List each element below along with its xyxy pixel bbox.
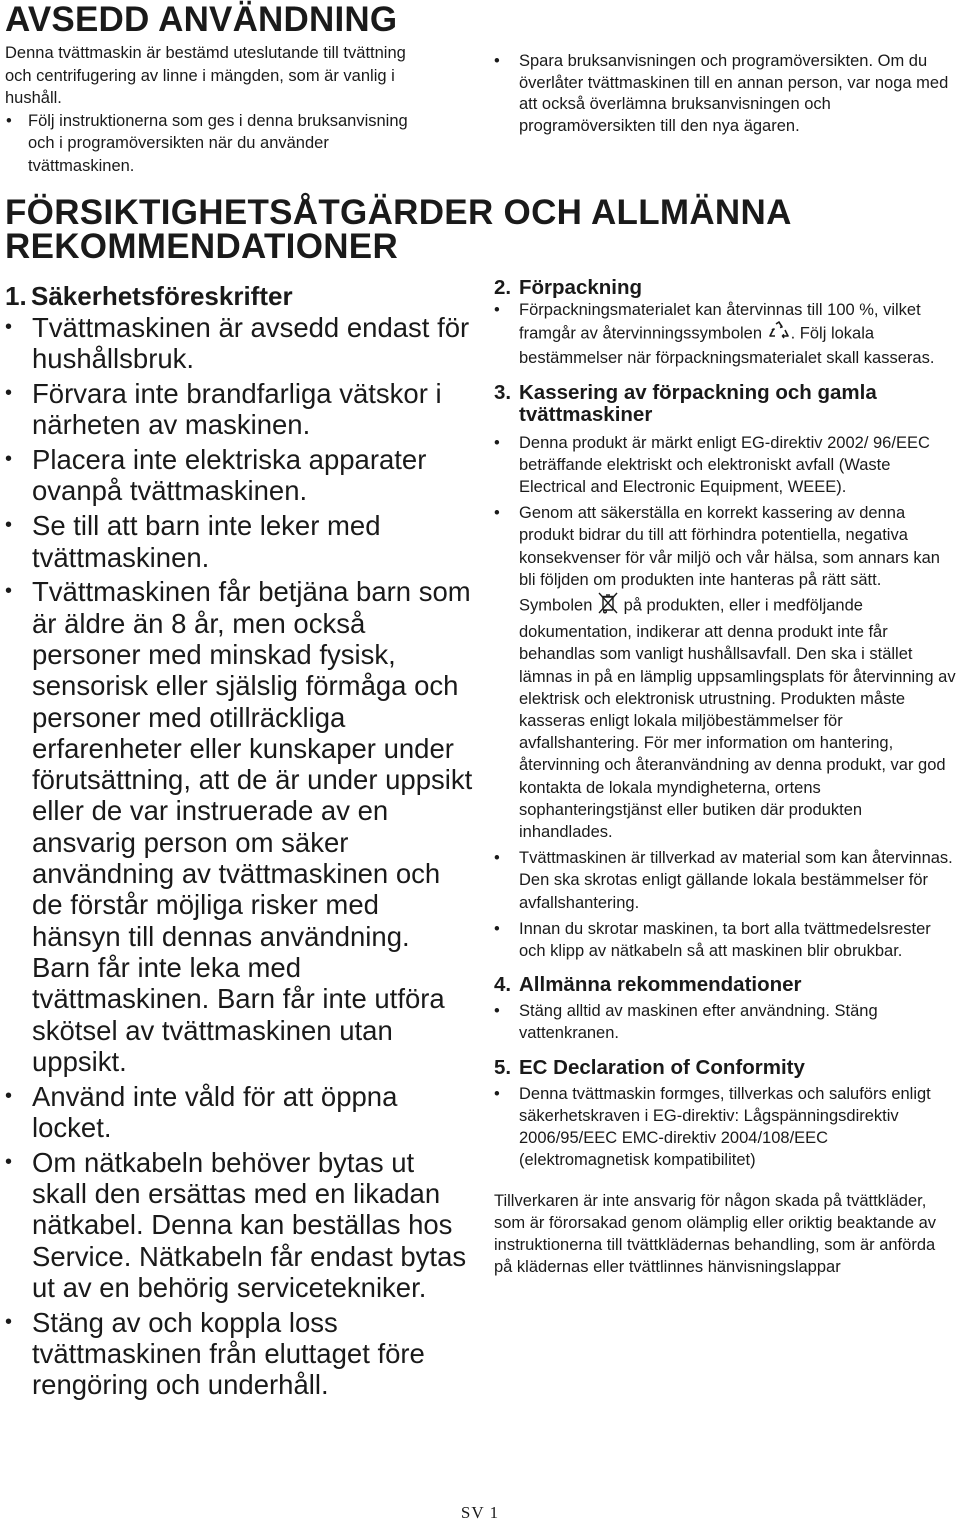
page-number: SV 1 bbox=[460, 1503, 500, 1522]
crossed-bin-icon bbox=[597, 591, 619, 621]
packaging-text-after: . Följ lokala bestämmelser när förpackningsmaterialet skall kasseras. bbox=[519, 324, 935, 368]
list-item: • Följ instruktionerna som ges i denna bruksanvisning och i programöversikten när du använder tvättmaskinen. bbox=[5, 110, 425, 178]
list-item: • Stäng alltid av maskinen efter användning. Stäng vattenkranen. bbox=[494, 1000, 956, 1044]
list-item bbox=[494, 502, 956, 843]
recycling-icon bbox=[767, 321, 791, 347]
heading-number: 3. bbox=[494, 380, 512, 404]
heading-text: Allmänna rekommendationer bbox=[519, 973, 802, 997]
disposal-heading bbox=[494, 382, 956, 426]
closing-paragraph: Tillverkaren är inte ansvarig för någon skada på tvättkläder, som är förorsakad genom olämplig eller oriktig beaktande av instruktionerna till tvättklädernas behandling, som är anförda på klädernas eller tvättlinnes hänvisningslappar bbox=[494, 1191, 937, 1277]
section-title bbox=[5, 193, 905, 266]
heading-number: 2. bbox=[494, 276, 512, 299]
intro-section bbox=[5, 42, 425, 177]
list-item: • Se till att barn inte leker med tvättmaskinen. bbox=[5, 510, 475, 573]
disposal-section bbox=[494, 382, 956, 963]
list-item: • Om nätkabeln behöver bytas ut skall den ersättas med en likadan nätkabel. Denna kan beställas hos Service. Nätkabeln får endast bytas ut av en behörig servicetekniker. bbox=[5, 1147, 475, 1303]
general-heading bbox=[494, 974, 956, 996]
list-item: • Förvara inte brandfarliga vätskor i närheten av maskinen. bbox=[5, 378, 475, 441]
packaging-text-before: Förpackningsmaterialet kan återvinnas till 100 %, vilket framgår av återvinningssymbolen bbox=[519, 301, 921, 343]
packaging-section bbox=[494, 277, 956, 370]
list-item: • Placera inte elektriska apparater ovanpå tvättmaskinen. bbox=[5, 444, 475, 507]
conformity-heading bbox=[494, 1057, 956, 1079]
section-title-line2: REKOMMENDATIONER bbox=[5, 227, 399, 266]
page-title: AVSEDD ANVÄNDNING bbox=[5, 0, 398, 39]
packaging-heading bbox=[494, 277, 956, 299]
list-item bbox=[494, 299, 956, 370]
top-right-bullet-list bbox=[494, 51, 949, 137]
list-item: • Denna tvättmaskin formges, tillverkas och saluförs enligt säkerhetskraven i EG-direktiv: Lågspänningsdirektiv 2006/95/EEC EMC-direktiv 2004/108/EEC (elektromagnetisk kompatibilitet) bbox=[494, 1083, 956, 1172]
intro-bullet-list bbox=[5, 110, 425, 178]
intro-paragraph: Denna tvättmaskin är bestämd uteslutande till tvättning och centrifugering av linne i mängden, som är vanlig i hushåll. bbox=[5, 44, 406, 107]
list-item: • Denna produkt är märkt enligt EG-direktiv 2002/ 96/EEC beträffande elektriskt och elektroniskt avfall (Waste Electrical and Electronic Equipment, WEEE). bbox=[494, 432, 956, 499]
heading-number: 4. bbox=[494, 973, 512, 997]
heading-text: Kassering av förpackning och gamla bbox=[519, 380, 877, 404]
heading-number: 1. bbox=[5, 281, 27, 311]
heading-text: Förpackning bbox=[519, 276, 643, 299]
conformity-section bbox=[494, 1057, 956, 1172]
list-item: • Tvättmaskinen är tillverkad av material som kan återvinnas. Den ska skrotas enligt gällande lokala bestämmelser för avfallshantering. bbox=[494, 847, 956, 914]
list-item: • Använd inte våld för att öppna locket. bbox=[5, 1081, 475, 1144]
disposal-bullet-list bbox=[494, 432, 956, 963]
packaging-bullet-list bbox=[494, 299, 956, 370]
disposal-text-before: Genom att säkerställa en korrekt kassering av denna produkt bidrar du till att förhindra potentiella, negativa konsekvenser för vår miljö och vår hälsa, som annars kan bli följden om produkten inte hanteras på rätt sätt. Symbolen bbox=[519, 504, 940, 615]
list-item: • Tvättmaskinen är avsedd endast för hushållsbruk. bbox=[5, 312, 475, 375]
list-item: • Spara bruksanvisningen och programöversikten. Om du överlåter tvättmaskinen till en annan person, var noga med att också överlämna bruksanvisningen och programöversikten till den nya ägaren. bbox=[494, 51, 949, 137]
heading-text: Säkerhetsföreskrifter bbox=[31, 281, 293, 311]
list-item: • Tvättmaskinen får betjäna barn som är äldre än 8 år, men också personer med minskad fysisk, sensorisk eller själslig förmåga och personer med otillräckliga erfarenheter eller kunskaper under förutsättning, att de är under uppsikt eller de var instruerade av en ansvarig person om säker användning av tvättmaskinen och de förstår möjliga risker med hänsyn till dennas användning. Barn får inte leka med tvättmaskinen. Barn får inte utföra skötsel av tvättmaskinen utan uppsikt. bbox=[5, 576, 475, 1077]
right-column bbox=[494, 277, 956, 1278]
list-item: • Stäng av och koppla loss tvättmaskinen från eluttaget före rengöring och underhåll. bbox=[5, 1307, 475, 1401]
safety-bullet-list bbox=[5, 312, 475, 1401]
general-section bbox=[494, 974, 956, 1044]
heading-number: 5. bbox=[494, 1055, 512, 1079]
safety-heading bbox=[5, 280, 475, 312]
disposal-text-after: på produkten, eller i medföljande dokumentation, indikerar att denna produkt inte får behandlas som vanligt hushållsavfall. Den ska i stället lämnas in på en lämplig uppsamlingsplats för återvinning av elektrisk och elektronisk utrustning. Produkten måste kasseras enligt lokala miljöbestämmelser för avfallshantering. För mer information om hantering, återvinning och återanvändning av denna produkt, var god kontakta de lokala myndigheterna, ortens sophanteringstjänst eller butiken där produkten inhandlades. bbox=[519, 596, 956, 842]
general-bullet-list bbox=[494, 1000, 956, 1044]
conformity-bullet-list bbox=[494, 1083, 956, 1172]
list-item: • Innan du skrotar maskinen, ta bort alla tvättmedelsrester och klipp av nätkabeln så att maskinen blir obrukbar. bbox=[494, 918, 956, 962]
heading-text-line2: tvättmaskiner bbox=[519, 402, 653, 426]
heading-text: EC Declaration of Conformity bbox=[519, 1055, 805, 1079]
section-title-line1: FÖRSIKTIGHETSÅTGÄRDER OCH ALLMÄNNA bbox=[5, 193, 792, 232]
safety-section bbox=[5, 280, 475, 1404]
